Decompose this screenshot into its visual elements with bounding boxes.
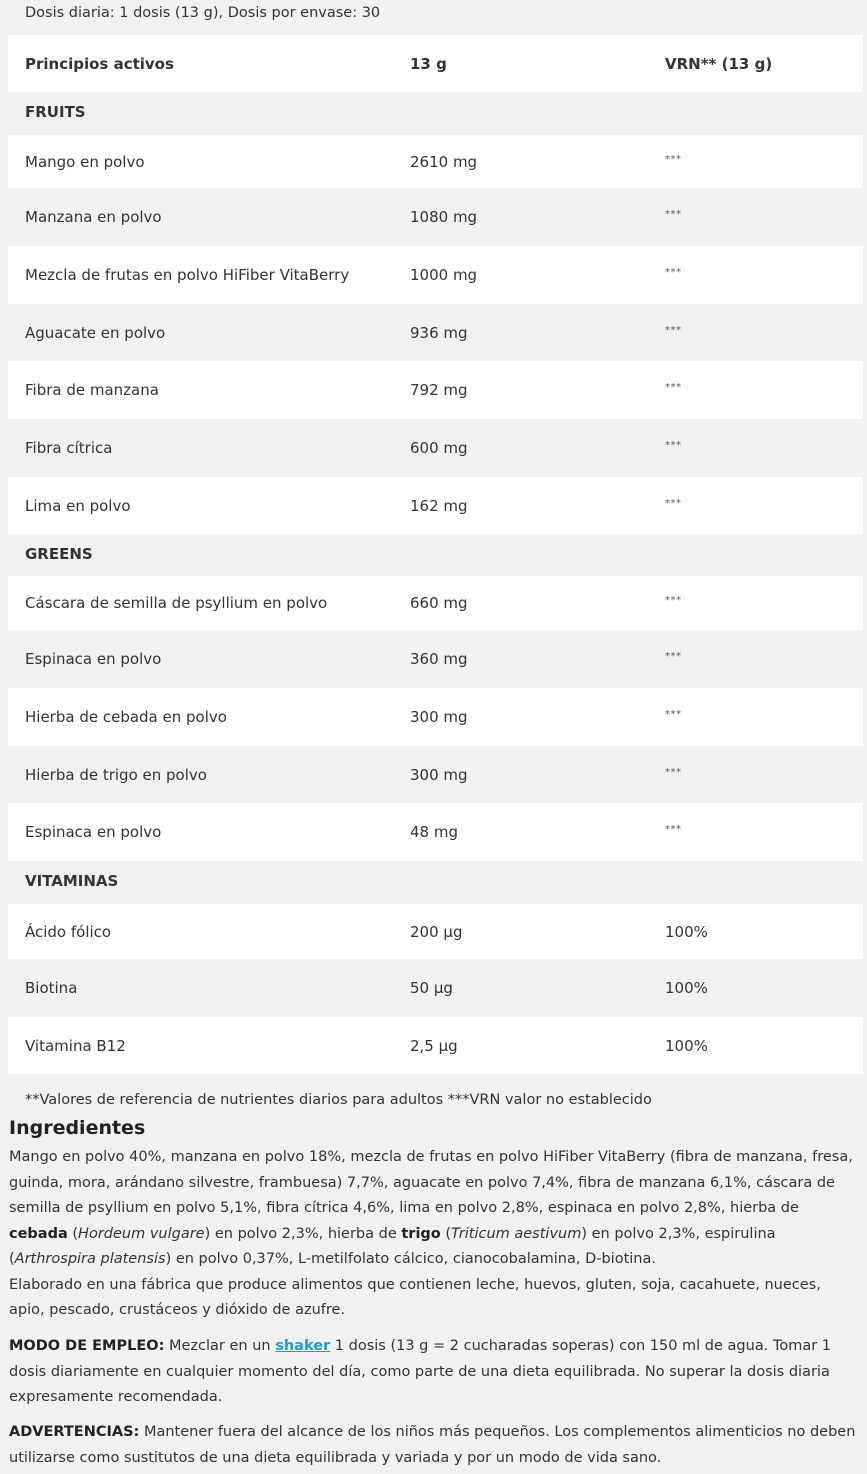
table-row [8, 135, 863, 188]
row-vrn: *** [665, 824, 682, 835]
row-amount: 50 µg [410, 979, 453, 997]
ingredientes-italic-2: Triticum aestivum [451, 1225, 582, 1242]
ingredientes-italic-1: Hordeum vulgare [78, 1225, 205, 1242]
nutrition-table [8, 35, 863, 1074]
row-amount: 660 mg [410, 594, 468, 612]
row-name: Fibra de manzana [25, 381, 159, 399]
row-vrn: *** [665, 651, 682, 662]
row-amount: 162 mg [410, 496, 468, 515]
row-vrn: 100% [665, 922, 708, 941]
row-amount: 1000 mg [410, 266, 478, 284]
modo-empleo [9, 1334, 859, 1411]
shaker-link[interactable]: shaker [275, 1338, 331, 1354]
header-principios: Principios activos [25, 54, 174, 73]
row-name: Espinaca en polvo [25, 823, 162, 841]
ingredientes-text [9, 1145, 859, 1324]
row-name: Manzana en polvo [25, 208, 162, 226]
row-name: Vitamina B12 [25, 1036, 126, 1055]
section-greens: GREENS [25, 545, 93, 563]
section-vitaminas: VITAMINAS [25, 872, 119, 890]
row-name: Mango en polvo [25, 152, 145, 171]
section-fruits: FRUITS [25, 103, 86, 121]
table-row [8, 361, 863, 419]
row-amount: 2610 mg [410, 152, 478, 171]
table-row [8, 746, 863, 803]
row-amount: 2,5 µg [410, 1036, 458, 1055]
row-vrn: 100% [665, 1036, 708, 1055]
row-amount: 300 mg [410, 708, 468, 726]
row-vrn: *** [665, 209, 682, 220]
table-row [8, 188, 863, 246]
ingredientes-text-5: ) en polvo 2,3%, espirulina ( [9, 1225, 776, 1267]
table-row [8, 803, 863, 861]
table-row [8, 630, 863, 688]
row-name: Biotina [25, 979, 78, 997]
row-name: Fibra cítrica [25, 439, 113, 457]
table-row [8, 304, 863, 361]
row-name: Aguacate en polvo [25, 323, 166, 342]
ingredientes-bold-trigo: trigo [401, 1225, 441, 1242]
row-vrn: *** [665, 267, 682, 278]
row-amount: 360 mg [410, 650, 468, 668]
row-name: Cáscara de semilla de psyllium en polvo [25, 594, 328, 612]
table-row [8, 959, 863, 1017]
row-amount: 200 µg [410, 922, 463, 941]
ingredientes-text-1: Mango en polvo 40%, manzana en polvo 18%, mezcla de frutas en polvo HiFiber VitaBerry (fibra de manzana, fresa, guinda, mora, arándano silvestre, frambuesa) 7,7%, aguacate en polvo 7,4%, fibra de manzana 6,1%, cáscara de semilla de psyllium en polvo 5,1%, fibra cítrica 4,6%, lima en polvo 2,8%, espinaca en polvo 2,8%, hierba de [9, 1149, 853, 1216]
table-row [8, 904, 863, 959]
advertencias-label: ADVERTENCIAS: [9, 1424, 140, 1440]
modo-empleo-text-a: Mezclar en un [164, 1338, 276, 1354]
advertencias-text: Mantener fuera del alcance de los niños más pequeños. Los complementos alimenticios no deben utilizarse como sustitutos de una dieta equilibrada y variada y por un modo de vida sano. [9, 1424, 856, 1466]
table-row [8, 477, 863, 534]
row-name: Espinaca en polvo [25, 650, 162, 668]
row-amount: 48 mg [410, 823, 458, 841]
header-13g: 13 g [410, 54, 447, 73]
row-vrn: *** [665, 595, 682, 606]
dosis-line: Dosis diaria: 1 dosis (13 g), Dosis por envase: 30 [25, 5, 381, 21]
row-name: Ácido fólico [25, 922, 112, 941]
row-name: Lima en polvo [25, 496, 131, 515]
ingredientes-italic-3: Arthrospira platensis [14, 1251, 166, 1267]
row-name: Hierba de trigo en polvo [25, 765, 207, 784]
row-name: Hierba de cebada en polvo [25, 708, 227, 726]
row-amount: 792 mg [410, 381, 468, 399]
ingredientes-text-6: ) en polvo 0,37%, L-metilfolato cálcico, cianocobalamina, D-biotina. [165, 1251, 656, 1267]
table-header-row [8, 35, 863, 92]
table-row [8, 419, 863, 477]
table-row [8, 1017, 863, 1074]
row-vrn: 100% [665, 979, 708, 997]
footnote: **Valores de referencia de nutrientes diarios para adultos ***VRN valor no establecido [25, 1092, 652, 1108]
ingredientes-text-4: ( [440, 1225, 452, 1242]
table-row [8, 688, 863, 746]
row-amount: 600 mg [410, 439, 468, 457]
row-vrn: *** [665, 382, 682, 393]
row-amount: 936 mg [410, 323, 468, 342]
row-amount: 300 mg [410, 765, 468, 784]
row-amount: 1080 mg [410, 208, 478, 226]
row-vrn: *** [665, 709, 682, 720]
table-row [8, 246, 863, 304]
ingredientes-bold-cebada: cebada [9, 1225, 68, 1242]
header-vrn: VRN** (13 g) [665, 54, 773, 73]
row-vrn: *** [665, 324, 682, 336]
ingredientes-allergens: Elaborado en una fábrica que produce alimentos que contienen leche, huevos, gluten, soja, cacahuete, nueces, apio, pescado, crustáceos y dióxido de azufre. [9, 1276, 821, 1318]
advertencias [9, 1420, 859, 1471]
row-vrn: *** [665, 497, 682, 509]
ingredientes-text-2: ( [67, 1225, 79, 1242]
table-row [8, 576, 863, 630]
row-vrn: *** [665, 440, 682, 451]
modo-empleo-label: MODO DE EMPLEO: [9, 1338, 165, 1354]
ingredientes-title: Ingredientes [9, 1117, 146, 1139]
row-vrn: *** [665, 153, 682, 165]
row-vrn: *** [665, 766, 682, 778]
ingredientes-text-3: ) en polvo 2,3%, hierba de [204, 1225, 402, 1242]
modo-empleo-text-b: 1 dosis (13 g = 2 cucharadas soperas) con 150 ml de agua. Tomar 1 dosis diariamente en cualquier momento del día, como parte de una dieta equilibrada. No superar la dosis diaria expresamente recomendada. [9, 1338, 831, 1405]
row-name: Mezcla de frutas en polvo HiFiber VitaBerry [25, 266, 350, 284]
